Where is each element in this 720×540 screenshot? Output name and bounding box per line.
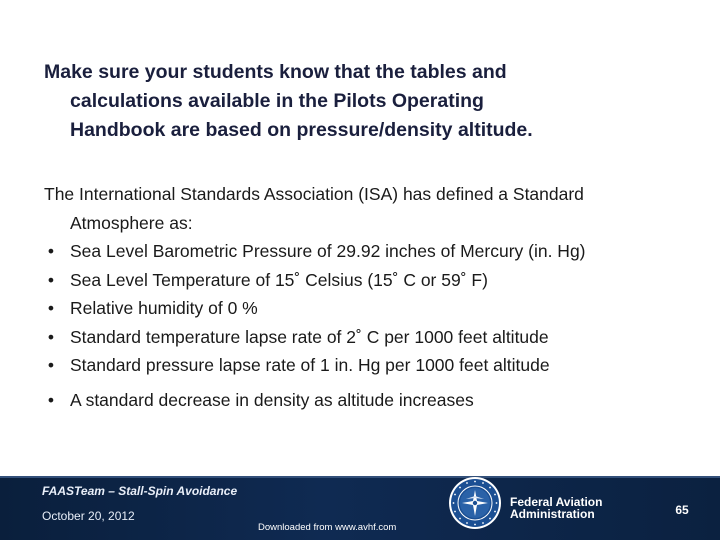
footer-bar [0,476,720,540]
footer-download-source: Downloaded from www.avhf.com [258,522,397,533]
slide-heading [44,58,664,145]
bullet-text: Standard pressure lapse rate of 1 in. Hg per 1000 feet altitude [70,355,550,375]
footer-divider [0,476,720,478]
bullet-item [44,351,694,380]
heading-line-3: Handbook are based on pressure/density altitude. [70,119,533,141]
agency-line-1: Federal Aviation [510,495,603,509]
bullet-marker: • [47,355,55,375]
bullet-list [44,237,694,414]
bullet-marker: • [47,389,55,410]
bullet-marker: • [47,326,55,347]
bullet-text: A standard decrease in density as altitude increases [70,389,474,410]
intro-line-1: The International Standards Association (ISA) has defined a Standard [44,184,584,204]
page-number: 65 [675,503,689,517]
bullet-marker: • [47,241,55,261]
bullet-item [44,266,694,295]
footer-date: October 20, 2012 [42,509,135,523]
agency-line-2: Administration [510,507,595,521]
bullet-item [44,294,694,323]
bullet-item [44,386,694,415]
bullet-marker: • [47,298,55,318]
bullet-text: Standard temperature lapse rate of 2˚ C per 1000 feet altitude [70,326,549,347]
bullet-text: Sea Level Barometric Pressure of 29.92 inches of Mercury (in. Hg) [70,241,586,261]
bullet-item [44,323,694,352]
slide-body [44,180,694,414]
faa-seal-icon [448,476,502,530]
heading-line-1: Make sure your students know that the tables and [44,61,507,83]
intro-line-2: Atmosphere as: [70,212,193,233]
bullet-text: Relative humidity of 0 % [70,298,258,318]
heading-line-2: calculations available in the Pilots Operating [70,90,484,112]
footer-program-title: FAASTeam – Stall-Spin Avoidance [42,484,238,498]
footer-agency-name [510,496,620,520]
bullet-marker: • [47,269,55,290]
bullet-text: Sea Level Temperature of 15˚ Celsius (15˚ C or 59˚ F) [70,269,488,290]
bullet-item [44,237,694,266]
